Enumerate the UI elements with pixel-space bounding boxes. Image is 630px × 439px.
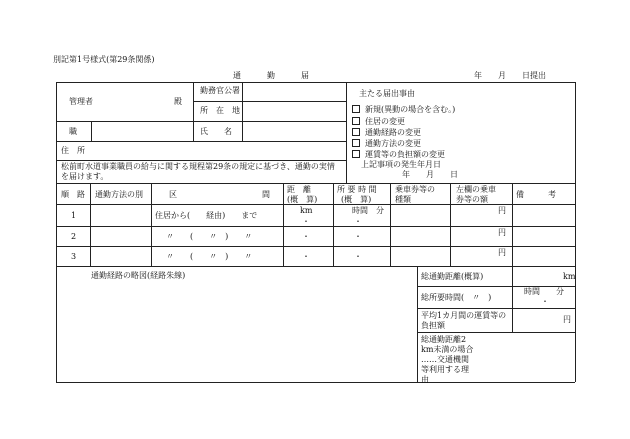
row-dot: ・ — [354, 252, 362, 261]
location-label: 所 在 地 — [200, 106, 240, 115]
manager-honorific: 殿 — [174, 97, 182, 106]
reason-label-4: 等利用する理 — [421, 365, 469, 374]
reason-label: 住居の変更 — [365, 117, 405, 126]
reason-label-2: km未満の場合 — [421, 345, 474, 354]
col-section-right: 間 — [262, 190, 270, 199]
monthly-fare-label-2: 負担額 — [421, 321, 445, 330]
reason-label: 通勤経路の変更 — [365, 128, 421, 137]
name-field[interactable] — [243, 122, 345, 140]
reason-item[interactable] — [352, 128, 421, 137]
row-dot: ・ — [302, 252, 310, 261]
declaration — [61, 163, 335, 171]
row-dot: ・ — [354, 232, 362, 241]
reason-label: 運賃等の負担額の変更 — [365, 150, 445, 159]
checkbox[interactable] — [352, 105, 360, 113]
checkbox[interactable] — [352, 150, 360, 158]
map-label: 通勤経路の略図(経路朱線) — [91, 271, 186, 280]
row-section[interactable]: 〃 ( 〃 ) 〃 — [166, 252, 253, 261]
office-field[interactable] — [243, 83, 345, 100]
row-dot: ・ — [354, 217, 362, 226]
reason-item[interactable] — [352, 105, 455, 114]
col-section-left: 区 — [169, 190, 177, 199]
row-km-unit: km — [300, 206, 313, 215]
col-ticket-amount-sub: 券等の額 — [456, 195, 488, 204]
position-label: 職 — [69, 127, 77, 136]
position-field[interactable] — [92, 122, 192, 140]
reason-item[interactable] — [352, 150, 445, 159]
col-time: 所 要 時 間 — [337, 185, 377, 194]
reason-item[interactable] — [352, 117, 405, 126]
checkbox[interactable] — [352, 139, 360, 147]
col-ticket-type: 乗車券等の — [395, 185, 435, 194]
col-distance-sub: (概 算) — [287, 195, 318, 204]
name-label: 氏 名 — [200, 127, 232, 136]
monthly-fare-unit: 円 — [563, 315, 571, 324]
total-time-dot: ・ — [541, 297, 549, 306]
reason-label-3: ……交通機関 — [421, 355, 469, 364]
row-time: 時間 分 — [352, 206, 384, 215]
row-yen-unit: 円 — [498, 228, 506, 237]
submission-date[interactable]: 年 月 日提出 — [474, 71, 546, 80]
col-time-sub: (概 算) — [341, 195, 372, 204]
declaration-line-1: 松前町水道事業職員の給与に関する規程第29条の規定に基づき、通勤の実情 — [61, 162, 335, 171]
total-time-value: 時間 分 — [524, 287, 564, 296]
row-number: 3 — [71, 252, 77, 261]
location-field[interactable] — [243, 102, 345, 120]
reasons-title: 主たる届出事由 — [359, 89, 415, 98]
office-label: 勤務官公署 — [200, 86, 240, 95]
reason-item[interactable] — [352, 139, 421, 148]
map-area[interactable] — [57, 283, 416, 381]
reason-label-5: 由 — [421, 375, 429, 384]
reason-label: 新規(異動の場合を含む。) — [365, 105, 456, 114]
row-dot: ・ — [302, 217, 310, 226]
col-ticket-amount: 左欄の乗車 — [456, 185, 496, 194]
row-yen-unit: 円 — [498, 248, 506, 257]
declaration-line-2: を届けます。 — [61, 172, 109, 181]
col-ticket-type-sub: 種類 — [395, 195, 411, 204]
col-method: 通勤方法の別 — [95, 190, 143, 199]
total-distance-unit: km — [563, 272, 576, 281]
total-distance-label: 総通勤距離(概算) — [421, 272, 484, 281]
occurrence-label: 上記事項の発生年月日 — [361, 160, 441, 169]
row-yen-unit: 円 — [498, 206, 506, 215]
address-field[interactable] — [92, 142, 345, 159]
form-id: 別記第1号様式(第29条関係) — [53, 55, 155, 64]
manager-label: 管理者 — [69, 97, 93, 106]
checkbox[interactable] — [352, 128, 360, 136]
col-remarks: 備 考 — [516, 190, 556, 199]
col-order: 順 路 — [61, 190, 85, 199]
occurrence-date[interactable]: 年 月 日 — [402, 170, 458, 179]
reason-label-1: 総通勤距離2 — [421, 335, 467, 344]
monthly-fare-label: 平均1カ月間の運賃等の — [421, 311, 507, 320]
form-title: 通 勤 届 — [233, 71, 310, 80]
reason-label: 通勤方法の変更 — [365, 139, 421, 148]
total-time-label: 総所要時間( 〃 ) — [421, 293, 492, 302]
row-number: 1 — [71, 211, 77, 220]
address-label: 住 所 — [61, 146, 85, 155]
checkbox[interactable] — [352, 117, 360, 125]
row-dot: ・ — [302, 232, 310, 241]
col-distance: 距 離 — [287, 185, 311, 194]
row-section[interactable]: 〃 ( 〃 ) 〃 — [166, 232, 253, 241]
row-section[interactable]: 住居から( 経由) まで — [155, 211, 258, 220]
row-number: 2 — [71, 232, 77, 241]
